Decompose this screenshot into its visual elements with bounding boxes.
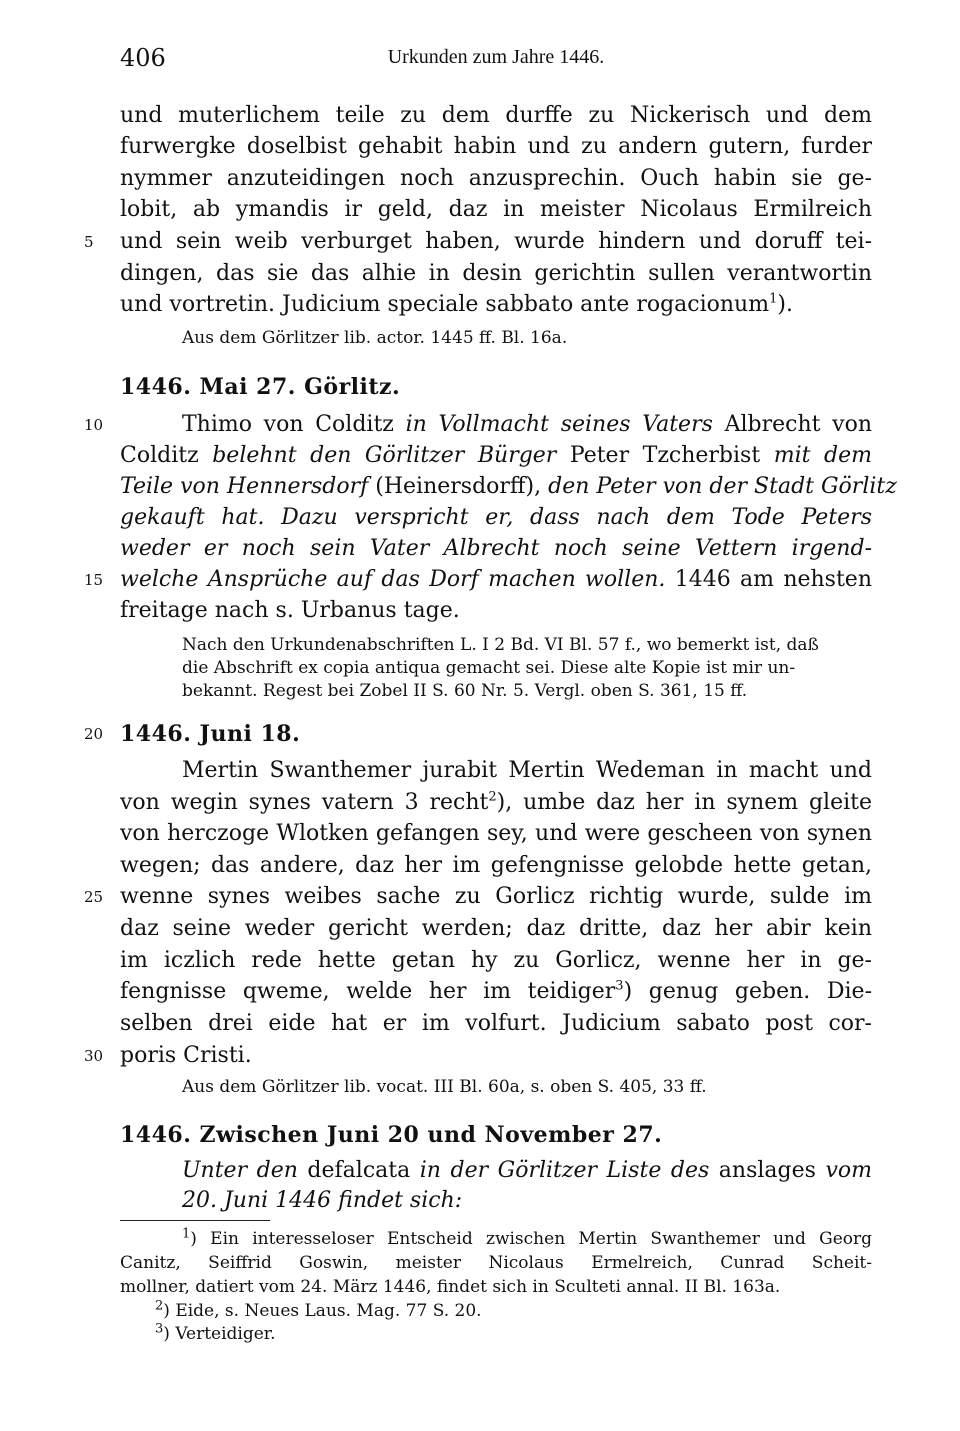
text-line: selben drei eide hat er im volfurt. Judicium sabato post cor- xyxy=(120,1011,872,1036)
text-line: nymmer anzuteidingen noch anzusprechin. Ouch habin sie ge- xyxy=(120,166,872,191)
source-note: Aus dem Görlitzer lib. actor. 1445 ff. Bl. 16a. xyxy=(182,328,568,348)
line-number: 10 xyxy=(84,416,104,434)
text-line: furwergke doselbist gehabit habin und zu andern gutern, furder xyxy=(120,134,872,159)
text-line: wenne synes weibes sache zu Gorlicz richtig wurde, sulde im xyxy=(120,884,872,909)
text-line: und vortretin. Judicium speciale sabbato ante rogacionum$^1$). xyxy=(120,291,793,317)
text-line: Mertin Swanthemer jurabit Mertin Wedeman in macht und xyxy=(182,758,872,783)
footnote-marker: 2 xyxy=(488,789,497,805)
text-line: Unter den defalcata in der Görlitzer Liste des anslages vom xyxy=(182,1158,872,1183)
text-line: weder er noch sein Vater Albrecht noch seine Vettern irgend- xyxy=(120,536,872,561)
footnote: mollner, datiert vom 24. März 1446, findet sich in Sculteti annal. II Bl. 163a. xyxy=(120,1277,781,1297)
footnote: $^1$) Ein interesseloser Entscheid zwischen Mertin Swanthemer und Georg xyxy=(182,1226,872,1249)
text-line: welche Ansprüche auf das Dorf machen wollen. 1446 am nehsten xyxy=(120,567,872,592)
line-number: 5 xyxy=(84,233,94,251)
footnote: Canitz, Seiffrid Goswin, meister Nicolaus Ermelreich, Cunrad Scheit- xyxy=(120,1253,872,1273)
footnote: $^3$) Verteidiger. xyxy=(155,1321,276,1344)
footnote-marker: 3 xyxy=(615,978,624,994)
entry-heading: 1446. Mai 27. Görlitz. xyxy=(120,374,401,400)
source-note: bekannt. Regest bei Zobel II S. 60 Nr. 5. Vergl. oben S. 361, 15 ff. xyxy=(182,681,748,701)
text-line: von herczoge Wlotken gefangen sey, und were gescheen von synen xyxy=(120,821,872,846)
footnote-divider xyxy=(120,1220,270,1221)
entry-heading: 1446. Juni 18. xyxy=(120,721,301,747)
page-header xyxy=(120,44,872,80)
footnote-marker: 1 xyxy=(769,291,778,307)
source-note: die Abschrift ex copia antiqua gemacht sei. Diese alte Kopie ist mir un- xyxy=(182,658,796,678)
text-line: Colditz belehnt den Görlitzer Bürger Peter Tzcherbist mit dem xyxy=(120,443,872,468)
text-line: daz seine weder gericht werden; daz dritte, daz her abir kein xyxy=(120,916,872,941)
line-number: 15 xyxy=(84,571,104,589)
text-line: im iczlich rede hette getan hy zu Gorlicz, wenne her in ge- xyxy=(120,948,872,973)
text-line: fengnisse qweme, welde her im teidiger$^3$) genug geben. Die- xyxy=(120,978,872,1004)
text-line: lobit, ab ymandis ir geld, daz in meister Nicolaus Ermilreich xyxy=(120,197,872,222)
text-line: wegen; das andere, daz her im gefengnisse gelobde hette getan, xyxy=(120,853,872,878)
text-line: dingen, das sie das alhie in desin gerichtin sullen verantwortin xyxy=(120,261,872,286)
line-number: 20 xyxy=(84,725,104,743)
text-line: und muterlichem teile zu dem durffe zu Nickerisch und dem xyxy=(120,103,872,128)
text-line: poris Cristi. xyxy=(120,1043,252,1068)
text-line: von wegin synes vatern 3 recht$^2$), umbe daz her in synem gleite xyxy=(120,789,872,815)
text-line: Teile von Hennersdorf (Heinersdorff), den Peter von der Stadt Görlitz xyxy=(120,474,897,499)
entry-heading: 1446. Zwischen Juni 20 und November 27. xyxy=(120,1122,663,1148)
footnote: $^2$) Eide, s. Neues Laus. Mag. 77 S. 20. xyxy=(155,1298,482,1321)
text-line: freitage nach s. Urbanus tage. xyxy=(120,598,460,623)
page-number: 406 xyxy=(120,44,166,72)
line-number: 30 xyxy=(84,1047,104,1065)
text-line: Thimo von Colditz in Vollmacht seines Vaters Albrecht von xyxy=(182,412,872,437)
text-line: und sein weib verburget haben, wurde hindern und doruff tei- xyxy=(120,229,872,254)
text-line: gekauft hat. Dazu verspricht er, dass nach dem Tode Peters xyxy=(120,505,872,530)
source-note: Nach den Urkundenabschriften L. I 2 Bd. VI Bl. 57 f., wo bemerkt ist, daß xyxy=(182,635,819,655)
running-title: Urkunden zum Jahre 1446. xyxy=(387,46,605,68)
text-line: 20. Juni 1446 findet sich: xyxy=(182,1188,463,1213)
source-note: Aus dem Görlitzer lib. vocat. III Bl. 60a, s. oben S. 405, 33 ff. xyxy=(182,1077,707,1097)
line-number: 25 xyxy=(84,888,104,906)
